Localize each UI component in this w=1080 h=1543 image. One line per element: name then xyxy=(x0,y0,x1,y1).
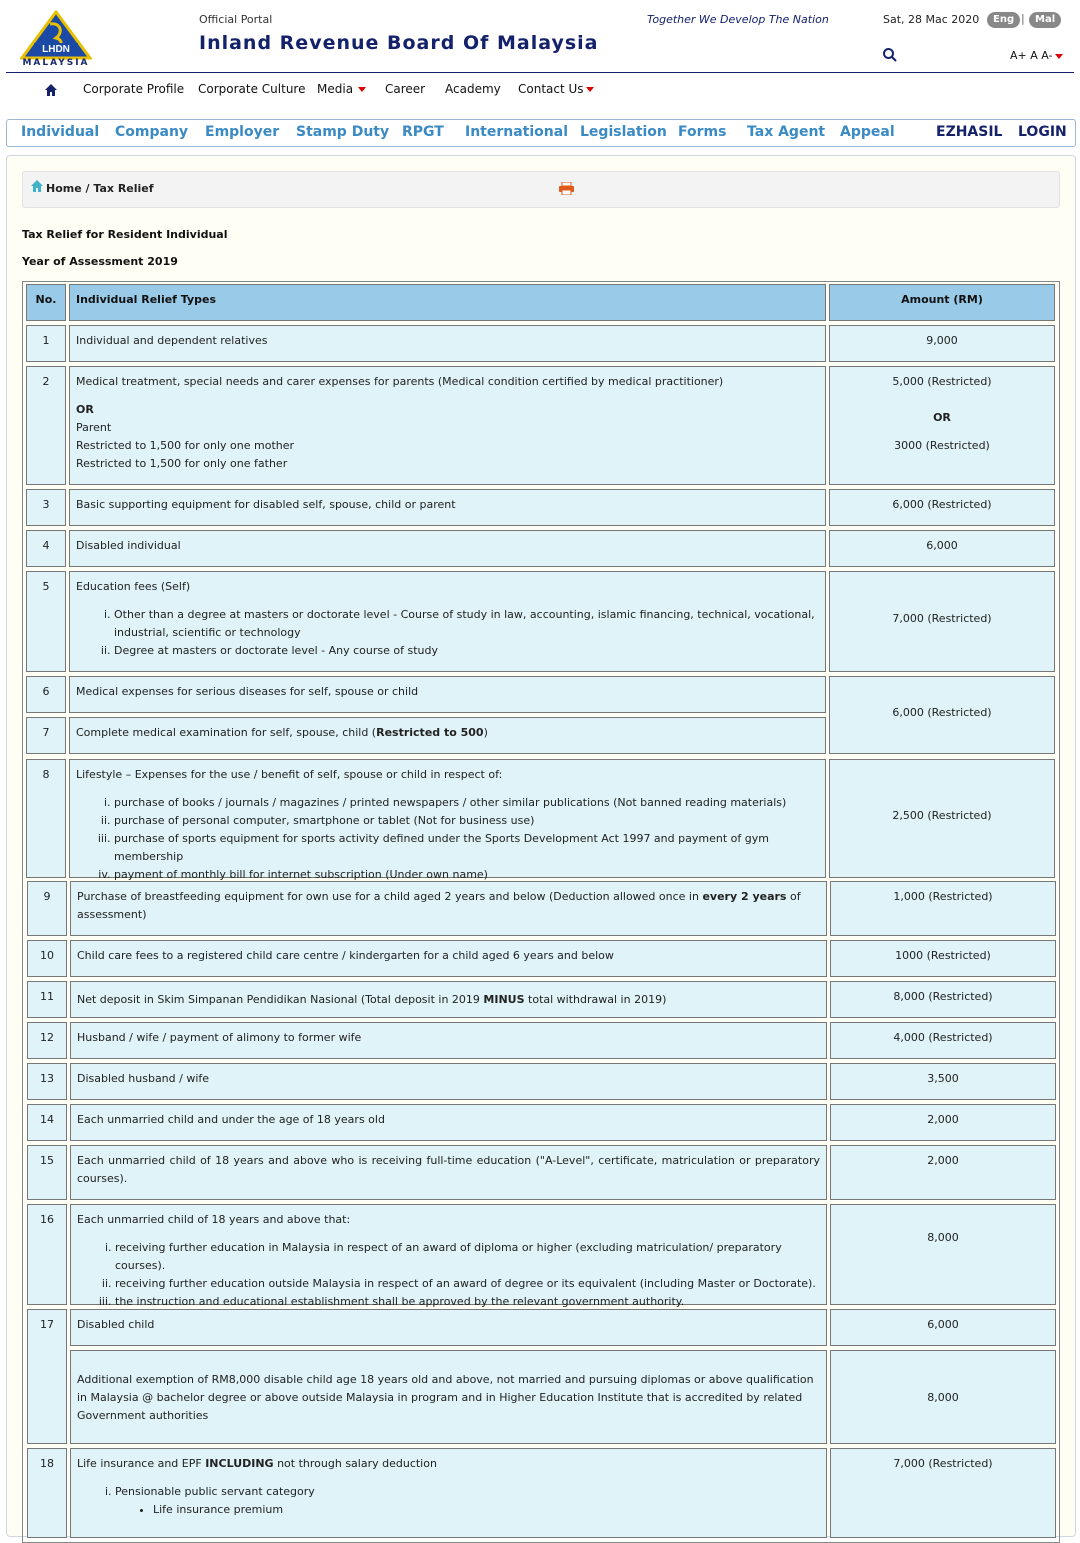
row-no: 4 xyxy=(26,530,66,567)
row-no: 5 xyxy=(26,571,66,672)
topnav-career[interactable]: Career xyxy=(385,82,426,96)
assessment-year: Year of Assessment 2019 xyxy=(22,255,178,268)
nav-individual[interactable]: Individual xyxy=(21,124,100,140)
row-relief-type xyxy=(69,366,826,485)
row-amount: 8,000 xyxy=(830,1204,1056,1305)
col-header-amount: Amount (RM) xyxy=(829,284,1055,321)
chevron-down-icon xyxy=(586,87,594,92)
topnav-contact-label[interactable]: Contact Us xyxy=(518,82,584,96)
font-size-label[interactable]: A+ A A- xyxy=(1010,49,1053,62)
col-header-no: No. xyxy=(26,284,66,321)
home-icon[interactable] xyxy=(30,178,44,192)
nav-ezhasil[interactable]: EZHASIL xyxy=(936,124,1003,140)
chevron-down-icon xyxy=(358,87,366,92)
row-no: 2 xyxy=(26,366,66,485)
relief-text: Each unmarried child of 18 years and above that: xyxy=(77,1213,351,1226)
nav-tax-agent[interactable]: Tax Agent xyxy=(747,124,826,140)
breadcrumb-sep: / xyxy=(85,182,90,195)
list-item: ii. Degree at masters or doctorate level - Any course of study xyxy=(114,642,819,660)
row-relief-type: Basic supporting equipment for disabled self, spouse, child or parent xyxy=(69,489,826,526)
topnav-media-label[interactable]: Media xyxy=(317,82,354,96)
breadcrumb xyxy=(22,171,1060,208)
row-relief-type xyxy=(69,571,826,672)
bullet-item: • Life insurance premium xyxy=(153,1501,820,1519)
row-relief-type xyxy=(70,981,827,1018)
amount-value-alt: 3000 (Restricted) xyxy=(894,439,990,452)
row-no: 16 xyxy=(27,1204,67,1305)
row-no: 11 xyxy=(27,981,67,1018)
topnav-corporate-profile[interactable]: Corporate Profile xyxy=(83,82,185,96)
row-no: 17 xyxy=(27,1309,67,1444)
relief-text-bold: every 2 years xyxy=(702,890,787,903)
row-no: 15 xyxy=(27,1145,67,1200)
col-header-type: Individual Relief Types xyxy=(69,284,826,321)
list-item: i. purchase of books / journals / magazines / printed newspapers / other similar publications (Not banned reading materials) xyxy=(114,794,819,812)
relief-or: OR xyxy=(76,403,94,416)
row-relief-type: Husband / wife / payment of alimony to former wife xyxy=(70,1022,827,1059)
relief-text: Medical treatment, special needs and carer expenses for parents (Medical condition certified by medical practitioner) xyxy=(76,375,724,388)
row-relief-type: Each unmarried child of 18 years and above who is receiving full-time education ("A-Level", certificate, matriculation or preparatory courses). xyxy=(70,1145,827,1200)
list-item: ii. purchase of personal computer, smartphone or tablet (Not for business use) xyxy=(114,812,819,830)
relief-text-post: not through salary deduction xyxy=(273,1457,437,1470)
page-title: Tax Relief for Resident Individual xyxy=(22,228,228,241)
relief-text: Complete medical examination for self, spouse, child ( xyxy=(76,726,377,739)
row-no: 9 xyxy=(27,881,67,936)
relief-list xyxy=(76,606,819,660)
row-amount: 6,000 xyxy=(829,530,1055,567)
row-relief-type: Child care fees to a registered child care centre / kindergarten for a child aged 6 years and below xyxy=(70,940,827,977)
row-relief-type xyxy=(70,1448,827,1538)
row-relief-type: Disabled individual xyxy=(69,530,826,567)
relief-list xyxy=(77,1483,820,1519)
nav-legislation[interactable]: Legislation xyxy=(580,124,667,140)
row-no: 13 xyxy=(27,1063,67,1100)
relief-text: Purchase of breastfeeding equipment for own use for a child aged 2 years and below (Deduction allowed once in xyxy=(77,890,703,903)
breadcrumb-current: Tax Relief xyxy=(93,182,154,195)
row-no: 18 xyxy=(27,1448,67,1538)
relief-text: Education fees (Self) xyxy=(76,580,191,593)
row-amount: 6,000 (Restricted) xyxy=(829,676,1055,754)
row-relief-type: Individual and dependent relatives xyxy=(69,325,826,362)
nav-stamp-duty[interactable]: Stamp Duty xyxy=(296,124,390,140)
relief-list xyxy=(76,794,819,884)
row-amount: 6,000 (Restricted) xyxy=(829,489,1055,526)
row-amount: 2,000 xyxy=(830,1104,1056,1141)
row-no: 8 xyxy=(26,759,66,878)
relief-text: total withdrawal in 2019) xyxy=(524,993,667,1006)
list-item: i. receiving further education in Malaysia in respect of an award of diploma or higher (excluding matriculation/ preparatory courses). xyxy=(115,1239,820,1275)
portal-label: Official Portal xyxy=(199,13,273,26)
site-title[interactable]: Inland Revenue Board Of Malaysia xyxy=(199,32,599,54)
lang-eng-button[interactable]: Eng xyxy=(987,12,1020,28)
relief-text-bold: MINUS xyxy=(483,993,525,1006)
relief-text: of assessment) xyxy=(77,890,801,921)
nav-employer[interactable]: Employer xyxy=(205,124,280,140)
lang-mal-button[interactable]: Mal xyxy=(1029,12,1061,28)
logo-badge-text: LHDN xyxy=(42,44,70,55)
row-no: 1 xyxy=(26,325,66,362)
row-no: 3 xyxy=(26,489,66,526)
relief-bullets xyxy=(115,1501,820,1519)
topnav-academy[interactable]: Academy xyxy=(445,82,501,96)
motto: Together We Develop The Nation xyxy=(647,13,829,26)
search-icon[interactable] xyxy=(882,47,898,63)
nav-forms[interactable]: Forms xyxy=(678,124,727,140)
row-amount: 8,000 (Restricted) xyxy=(830,981,1056,1018)
home-icon[interactable] xyxy=(44,82,58,96)
nav-login[interactable]: LOGIN xyxy=(1018,124,1067,140)
breadcrumb-trail xyxy=(46,182,154,195)
nav-rpgt[interactable]: RPGT xyxy=(402,124,444,140)
row-relief-type: Disabled child xyxy=(70,1309,827,1346)
list-item: iv. payment of monthly bill for internet subscription (Under own name) xyxy=(114,866,819,884)
row-relief-type: Disabled husband / wife xyxy=(70,1063,827,1100)
row-amount: 3,500 xyxy=(830,1063,1056,1100)
nav-appeal[interactable]: Appeal xyxy=(840,124,895,140)
row-relief-type xyxy=(69,759,826,881)
list-item: iii. the instruction and educational establishment shall be approved by the relevant government authority. xyxy=(115,1293,820,1311)
row-no: 12 xyxy=(27,1022,67,1059)
list-item: iii. purchase of sports equipment for sports activity defined under the Sports Development Act 1997 and payment of gym membership xyxy=(114,830,819,866)
row-no: 14 xyxy=(27,1104,67,1141)
row-amount xyxy=(829,366,1055,485)
row-no: 10 xyxy=(27,940,67,977)
relief-sub: Restricted to 1,500 for only one mother xyxy=(76,439,295,452)
relief-text: Lifestyle – Expenses for the use / benefit of self, spouse or child in respect of: xyxy=(76,768,503,781)
lhdn-logo-icon xyxy=(20,10,92,60)
row-amount-additional: 8,000 xyxy=(830,1350,1056,1444)
row-amount: 4,000 (Restricted) xyxy=(830,1022,1056,1059)
row-amount: 2,500 (Restricted) xyxy=(829,759,1055,878)
relief-sub: Restricted to 1,500 for only one father xyxy=(76,457,288,470)
list-item: i. Other than a degree at masters or doctorate level - Course of study in law, accounting, islamic financing, technical, vocational, industrial, scientific or technology xyxy=(114,606,819,642)
relief-text: ) xyxy=(483,726,488,739)
row-amount: 7,000 (Restricted) xyxy=(829,571,1055,672)
list-item xyxy=(115,1483,820,1519)
row-amount: 9,000 xyxy=(829,325,1055,362)
amount-value: 5,000 (Restricted) xyxy=(892,375,992,388)
breadcrumb-home[interactable]: Home xyxy=(46,182,82,195)
lang-separator: | xyxy=(1021,12,1025,25)
row-relief-type xyxy=(69,717,826,754)
relief-text-bold: Restricted to 500 xyxy=(376,726,484,739)
header-divider xyxy=(6,72,1074,73)
relief-sub: Parent xyxy=(76,421,112,434)
print-icon[interactable] xyxy=(559,180,574,193)
list-item-text: Pensionable public servant category xyxy=(115,1485,315,1498)
row-relief-type xyxy=(70,1204,827,1308)
topnav-contact-us[interactable] xyxy=(518,82,594,96)
relief-text: Net deposit in Skim Simpanan Pendidikan Nasional (Total deposit in 2019 xyxy=(77,993,484,1006)
row-no: 7 xyxy=(26,717,66,754)
nav-international[interactable]: International xyxy=(465,124,569,140)
logo-caption: MALAYSIA xyxy=(22,58,90,68)
list-item: ii. receiving further education outside Malaysia in respect of an award of degree or its equivalent (including Master or Doctorate). xyxy=(115,1275,820,1293)
relief-list xyxy=(77,1239,820,1311)
relief-text-pre: Life insurance and EPF xyxy=(77,1457,206,1470)
row-relief-type: Medical expenses for serious diseases for self, spouse or child xyxy=(69,676,826,713)
row-relief-type: Each unmarried child and under the age of 18 years old xyxy=(70,1104,827,1141)
row-amount: 7,000 (Restricted) xyxy=(830,1448,1056,1538)
relief-text xyxy=(77,1455,820,1473)
font-size-control[interactable] xyxy=(1010,49,1063,62)
relief-text-bold: INCLUDING xyxy=(205,1457,274,1470)
row-relief-type-additional: Additional exemption of RM8,000 disable child age 18 years old and above, not married and pursuing diplomas or above qualification in Malaysia @ bachelor degree or above outside Malaysia in program and in Higher Education Institute that is accredited by related Government authorities xyxy=(70,1350,827,1444)
row-no: 6 xyxy=(26,676,66,713)
topnav-media[interactable] xyxy=(317,82,366,96)
row-relief-type xyxy=(70,881,827,936)
amount-or: OR xyxy=(933,411,951,424)
row-amount: 1,000 (Restricted) xyxy=(830,881,1056,936)
row-amount: 6,000 xyxy=(830,1309,1056,1346)
font-size-caret-icon xyxy=(1055,54,1063,59)
row-amount: 2,000 xyxy=(830,1145,1056,1200)
current-date: Sat, 28 Mac 2020 xyxy=(883,13,980,26)
topnav-corporate-culture[interactable]: Corporate Culture xyxy=(198,82,306,96)
row-amount: 1000 (Restricted) xyxy=(830,940,1056,977)
nav-company[interactable]: Company xyxy=(115,124,189,140)
